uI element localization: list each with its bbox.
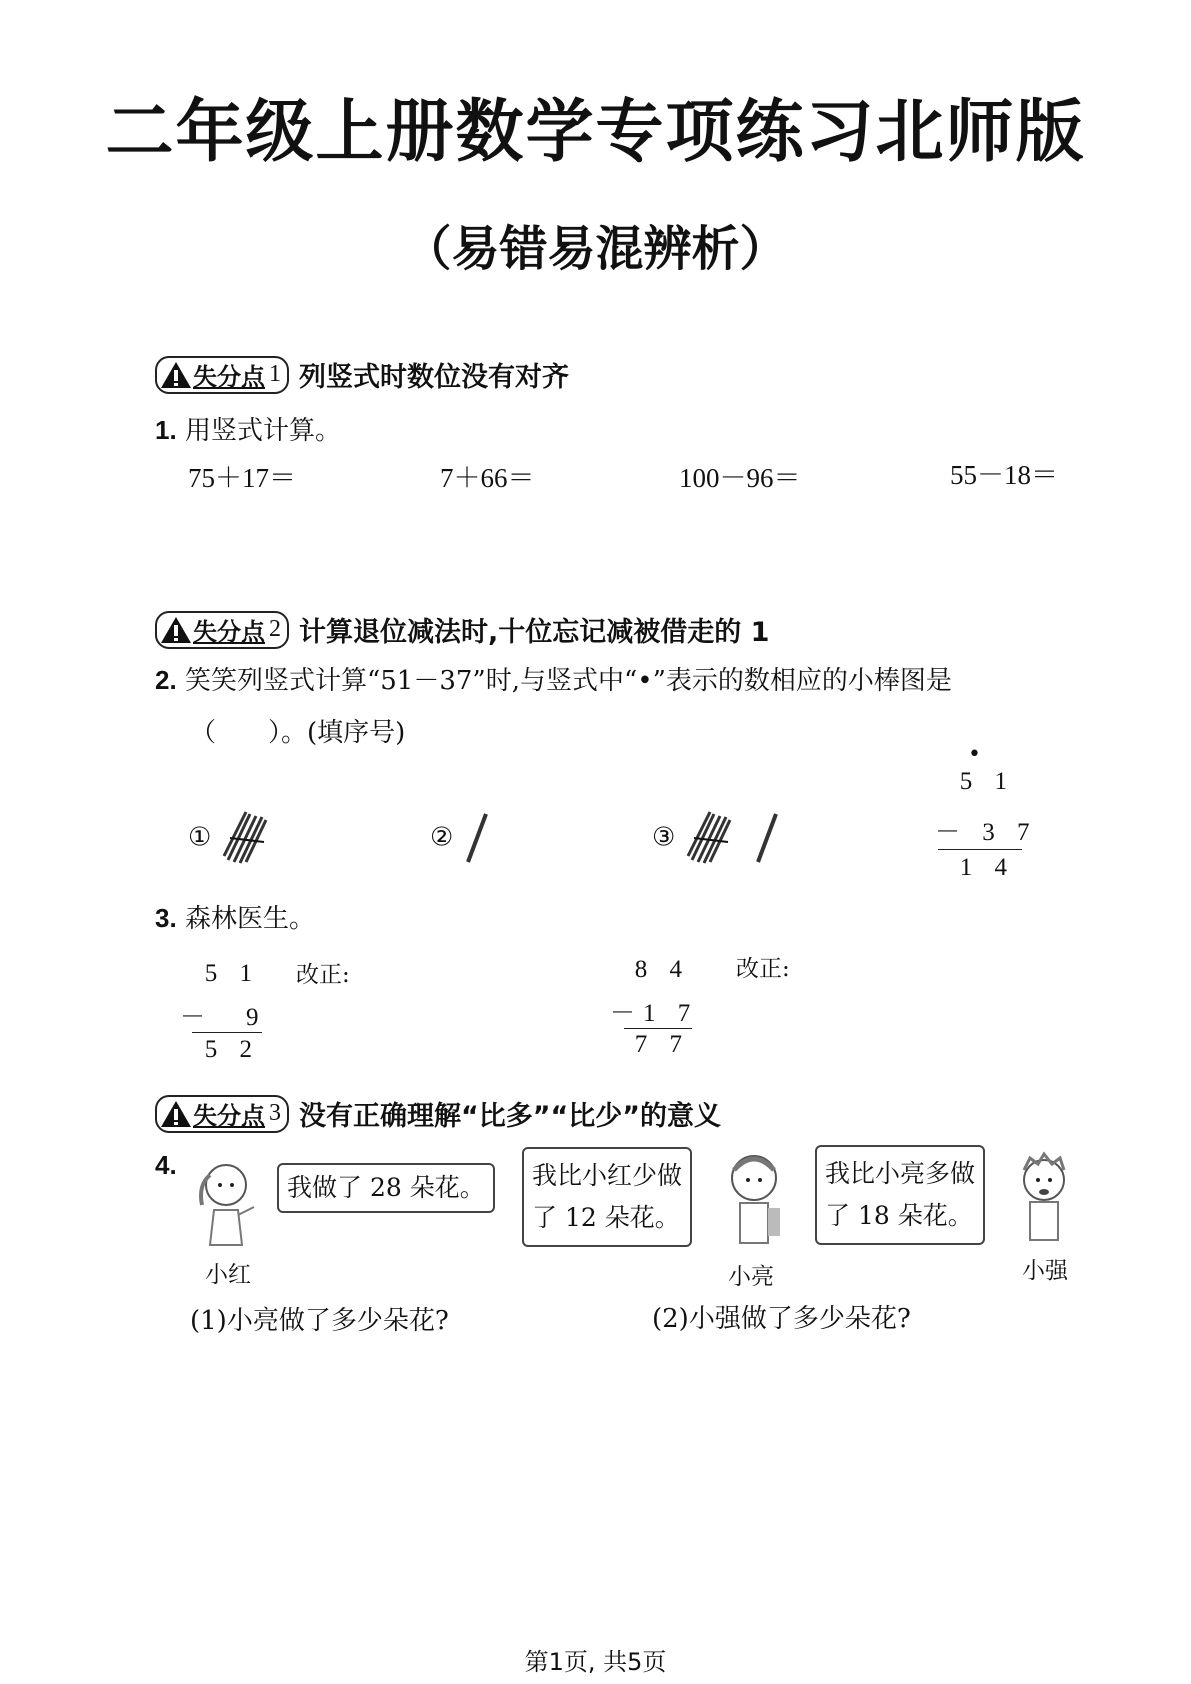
fix-label: 改正: xyxy=(736,956,790,982)
page-footer: 第1页, 共5页 xyxy=(524,1648,667,1676)
vertical-top: 5 1 xyxy=(959,768,1015,795)
speech-bubble: 我做了 28 朵花。 xyxy=(277,1163,495,1213)
answer-blank: （ ）。(填序号) xyxy=(190,718,406,748)
question-3: 3. 森林医生。 xyxy=(155,903,315,934)
fix-label: 改正: xyxy=(296,962,350,988)
calc1-result: 5 2 xyxy=(204,1036,260,1063)
character-name: 小红 xyxy=(205,1262,251,1288)
section-header-1 xyxy=(155,355,569,394)
expression: 75＋17＝ xyxy=(188,463,296,493)
section-header-3 xyxy=(155,1094,721,1133)
girl-illustration xyxy=(188,1155,268,1250)
loss-point-badge: 失分点 3 xyxy=(155,1095,289,1133)
stick-bundle-icon xyxy=(684,808,734,868)
section-title: 计算退位减法时,十位忘记减被借走的 1 xyxy=(299,617,770,648)
section-title: 列竖式时数位没有对齐 xyxy=(299,362,569,393)
single-stick-icon xyxy=(752,808,782,868)
single-stick-icon xyxy=(462,808,492,868)
expression: 7＋66＝ xyxy=(440,463,535,493)
page-title: 二年级上册数学专项练习北师版 xyxy=(105,93,1086,172)
expression: 100－96＝ xyxy=(679,463,801,493)
warning-icon xyxy=(159,615,193,645)
question-1: 1. 用竖式计算。 xyxy=(155,415,341,446)
warning-icon xyxy=(159,1099,193,1129)
calc2-top: 8 4 xyxy=(634,956,690,983)
calc2-line xyxy=(624,1028,692,1029)
vertical-line xyxy=(938,849,1022,850)
calc1-top: 5 1 xyxy=(204,960,260,987)
question-4: 4. xyxy=(155,1150,177,1180)
calc2-subtrahend: －1 7 xyxy=(610,1000,699,1027)
page-subtitle: （易错易混辨析） xyxy=(403,221,788,277)
warning-icon xyxy=(159,360,193,390)
option-1: ① xyxy=(188,808,270,868)
speech-bubble: 我比小红少做 了 12 朵花。 xyxy=(522,1147,692,1247)
option-3: ③ xyxy=(652,808,782,868)
speech-bubble: 我比小亮多做 了 18 朵花。 xyxy=(815,1145,985,1245)
expression: 55－18＝ xyxy=(950,460,1058,490)
loss-point-badge: 失分点 1 xyxy=(155,356,289,394)
sub-question-2: (2)小强做了多少朵花? xyxy=(652,1304,911,1334)
section-header-2 xyxy=(155,610,769,649)
question-2: 2. 笑笑列竖式计算“51－37”时,与竖式中“•”表示的数相应的小棒图是 xyxy=(155,665,952,696)
loss-point-badge: 失分点 2 xyxy=(155,611,289,649)
character-name: 小强 xyxy=(1022,1258,1068,1284)
boy-illustration xyxy=(720,1148,790,1248)
section-title: 没有正确理解“比多”“比少”的意义 xyxy=(299,1101,721,1132)
option-2: ② xyxy=(430,808,492,868)
vertical-subtrahend: － 3 7 xyxy=(935,819,1038,846)
boy-illustration xyxy=(1010,1150,1080,1245)
borrow-dot: • xyxy=(968,742,981,767)
character-name: 小亮 xyxy=(728,1264,774,1290)
calc1-line xyxy=(192,1032,262,1033)
calc2-result: 7 7 xyxy=(634,1031,690,1058)
calc1-subtrahend: － 9 xyxy=(180,1004,267,1031)
stick-bundle-icon xyxy=(220,808,270,868)
sub-question-1: (1)小亮做了多少朵花? xyxy=(190,1306,449,1336)
vertical-result: 1 4 xyxy=(959,854,1015,881)
